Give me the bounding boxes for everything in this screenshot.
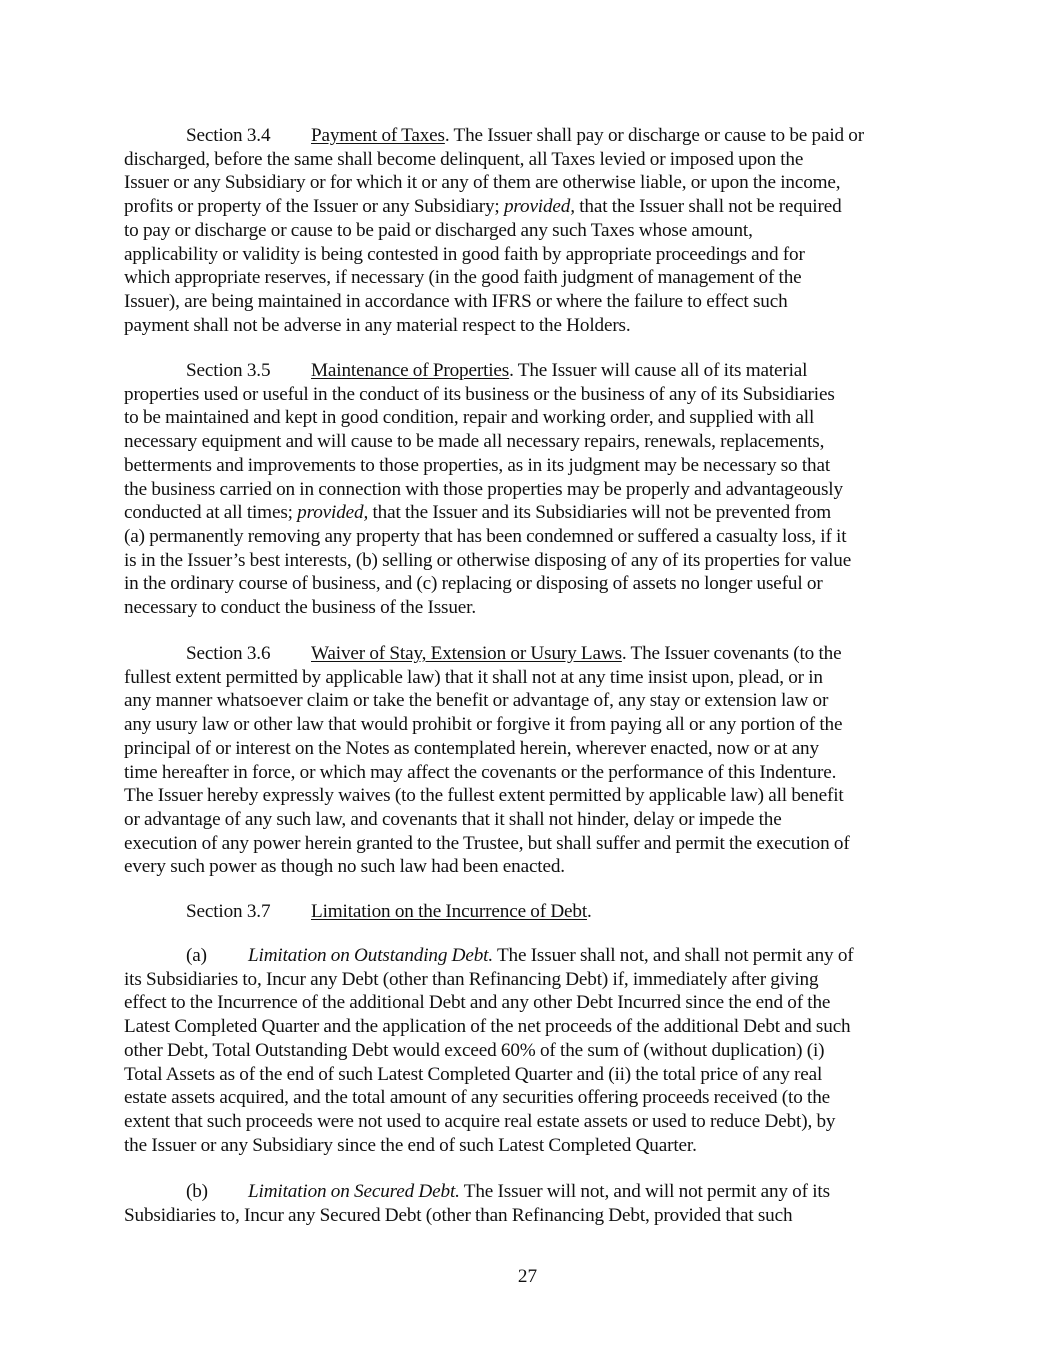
- body-line: [124, 243, 944, 267]
- text-run: the Issuer or any Subsidiary since the end of such Latest Completed Quarter.: [124, 1134, 697, 1156]
- subsection-3-7-a: [124, 944, 944, 1157]
- text-run: in the ordinary course of business, and (c) replacing or disposing of assets no longer useful or: [124, 573, 823, 595]
- text-run: any usury law or other law that would prohibit or forgive it from paying all or any portion of the: [124, 714, 843, 736]
- body-line: [124, 761, 944, 785]
- text-run: estate assets acquired, and the total amount of any securities offering proceeds received (to the: [124, 1087, 831, 1109]
- body-line: [124, 968, 944, 992]
- text-run: every such power as though no such law had been enacted.: [124, 856, 565, 878]
- body-line: [124, 195, 944, 219]
- text-run: The Issuer will not, and will not permit any of its: [459, 1181, 830, 1202]
- text-run: . The Issuer covenants (to the: [621, 643, 842, 664]
- text-run: that the Issuer and its Subsidiaries will not be prevented from: [368, 502, 832, 524]
- text-run: Total Assets as of the end of such Latest Completed Quarter and (ii) the total price of any real: [124, 1063, 823, 1085]
- subsection-3-7-b: [124, 1180, 944, 1227]
- text-run: Issuer), are being maintained in accordance with IFRS or where the failure to effect such: [124, 290, 788, 312]
- text-run: The Issuer shall not, and shall not permit any of: [492, 945, 854, 966]
- text-run: conducted at all times;: [124, 502, 298, 524]
- text-run: time hereafter in force, or which may affect the covenants or the performance of this Indenture.: [124, 761, 837, 783]
- body-line: [124, 1110, 944, 1134]
- text-run: . The Issuer will cause all of its material: [509, 360, 808, 381]
- body-line: [124, 737, 944, 761]
- section-number: Section 3.4: [186, 125, 271, 146]
- section-heading-line: [124, 359, 944, 383]
- section-title: Maintenance of Properties: [311, 360, 510, 381]
- section-title: Waiver of Stay, Extension or Usury Laws: [311, 643, 622, 664]
- text-run: the business carried on in connection with those properties may be properly and advantageously: [124, 478, 843, 500]
- body-line: [124, 406, 944, 430]
- body-line: [124, 1015, 944, 1039]
- subsection-title: Limitation on Outstanding Debt.: [248, 945, 493, 966]
- body-line: [124, 1086, 944, 1110]
- section-3-7: [124, 900, 944, 924]
- body-line: [124, 430, 944, 454]
- body-line: [124, 454, 944, 478]
- section-title: Limitation on the Incurrence of Debt: [311, 901, 588, 922]
- text-run: profits or property of the Issuer or any Subsidiary;: [124, 196, 504, 218]
- text-run: Latest Completed Quarter and the application of the net proceeds of the additional Debt and such: [124, 1016, 851, 1038]
- text-run: is in the Issuer’s best interests, (b) selling or otherwise disposing of any of its properties for value: [124, 549, 852, 571]
- body-line: [124, 713, 944, 737]
- text-run: execution of any power herein granted to the Trustee, but shall suffer and permit the execution of: [124, 832, 850, 854]
- body-line: [124, 1039, 944, 1063]
- text-run: The Issuer hereby expressly waives (to the fullest extent permitted by applicable law) all benefit: [124, 785, 844, 807]
- body-line: [124, 383, 944, 407]
- text-run: or advantage of any such law, and covenants that it shall not hinder, delay or impede the: [124, 808, 782, 830]
- body-line: [124, 549, 944, 573]
- section-number: Section 3.6: [186, 643, 271, 664]
- body-line: [124, 666, 944, 690]
- text-run: any manner whatsoever claim or take the benefit or advantage of, any stay or extension law or: [124, 690, 829, 712]
- body-line: [124, 991, 944, 1015]
- body-line: [124, 689, 944, 713]
- text-run: Subsidiaries to, Incur any Secured Debt (other than Refinancing Debt, provided that such: [124, 1204, 793, 1226]
- text-run: necessary equipment and will cause to be made all necessary repairs, renewals, replacements,: [124, 431, 825, 453]
- section-heading-line: [124, 124, 944, 148]
- body-line: [124, 855, 944, 879]
- subsection-title: Limitation on Secured Debt.: [248, 1181, 460, 1202]
- text-run: its Subsidiaries to, Incur any Debt (other than Refinancing Debt) if, immediately after giving: [124, 968, 819, 990]
- text-run: discharged, before the same shall become delinquent, all Taxes levied or imposed upon the: [124, 148, 804, 170]
- text-run: to pay or discharge or cause to be paid or discharged any such Taxes whose amount,: [124, 219, 753, 241]
- text-run: applicability or validity is being contested in good faith by appropriate proceedings and for: [124, 243, 805, 265]
- text-run: .: [587, 901, 592, 922]
- text-run: extent that such proceeds were not used to acquire real estate assets or used to reduce Debt), by: [124, 1110, 836, 1132]
- text-run: effect to the Incurrence of the additional Debt and any other Debt Incurred since the end of the: [124, 992, 831, 1014]
- italic-text: provided,: [503, 196, 575, 218]
- section-heading-line: [124, 900, 944, 924]
- italic-text: provided,: [297, 502, 369, 524]
- text-run: principal of or interest on the Notes as contemplated herein, wherever enacted, now or at any: [124, 737, 819, 759]
- body-line: [124, 290, 944, 314]
- body-line: [124, 314, 944, 338]
- text-run: betterments and improvements to those properties, as in its judgment may be necessary so that: [124, 454, 831, 476]
- subsection-label: (b): [186, 1181, 208, 1202]
- body-line: [124, 572, 944, 596]
- text-run: necessary to conduct the business of the Issuer.: [124, 597, 476, 619]
- text-run: that the Issuer shall not be required: [574, 196, 842, 218]
- body-line: [124, 808, 944, 832]
- body-line: [124, 596, 944, 620]
- text-run: other Debt, Total Outstanding Debt would exceed 60% of the sum of (without duplication) (i): [124, 1039, 825, 1061]
- body-line: [124, 148, 944, 172]
- body-line: [124, 1063, 944, 1087]
- subsection-heading-line: [124, 1180, 944, 1204]
- body-line: [124, 525, 944, 549]
- body-line: [124, 501, 944, 525]
- body-line: [124, 1134, 944, 1158]
- subsection-label: (a): [186, 945, 207, 966]
- body-line: [124, 1204, 944, 1228]
- text-run: payment shall not be adverse in any material respect to the Holders.: [124, 314, 631, 336]
- body-line: [124, 171, 944, 195]
- section-3-5: [124, 359, 944, 620]
- section-3-6: [124, 642, 944, 879]
- section-heading-line: [124, 642, 944, 666]
- section-3-4: [124, 124, 944, 337]
- subsection-heading-line: [124, 944, 944, 968]
- text-run: to be maintained and kept in good condition, repair and working order, and supplied with all: [124, 407, 815, 429]
- body-line: [124, 478, 944, 502]
- body-line: [124, 784, 944, 808]
- text-run: fullest extent permitted by applicable law) that it shall not at any time insist upon, plead, or in: [124, 666, 823, 688]
- text-run: which appropriate reserves, if necessary (in the good faith judgment of management of the: [124, 267, 802, 289]
- section-number: Section 3.5: [186, 360, 271, 381]
- section-title: Payment of Taxes: [311, 125, 445, 146]
- text-run: Issuer or any Subsidiary or for which it or any of them are otherwise liable, or upon the income,: [124, 172, 841, 194]
- text-run: (a) permanently removing any property that has been condemned or suffered a casualty loss, if it: [124, 525, 847, 547]
- page-number: 27: [517, 1266, 538, 1287]
- text-run: properties used or useful in the conduct of its business or the business of any of its Subsidiaries: [124, 383, 835, 405]
- section-number: Section 3.7: [186, 901, 271, 922]
- text-run: . The Issuer shall pay or discharge or cause to be paid or: [444, 125, 864, 146]
- body-line: [124, 832, 944, 856]
- body-line: [124, 219, 944, 243]
- body-line: [124, 266, 944, 290]
